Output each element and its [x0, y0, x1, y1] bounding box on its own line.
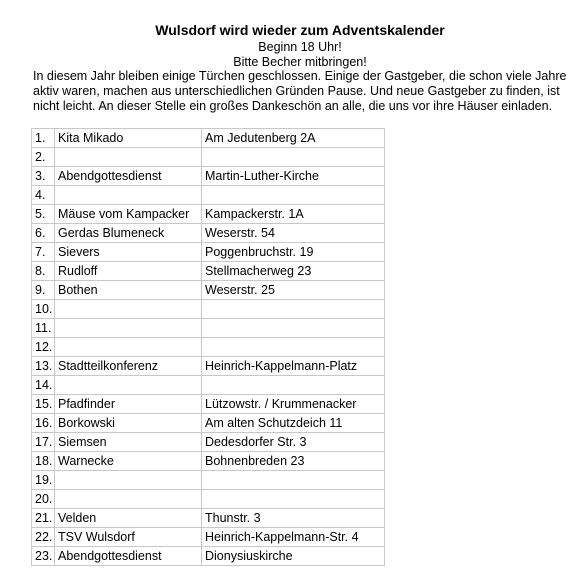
host-cell [55, 148, 202, 167]
location-cell [202, 300, 385, 319]
day-number-cell: 14. [32, 376, 55, 395]
host-cell: TSV Wulsdorf [55, 528, 202, 547]
day-number-cell: 5. [32, 205, 55, 224]
advent-calendar-body [32, 129, 385, 566]
location-cell: Heinrich-Kappelmann-Platz [202, 357, 385, 376]
day-number-cell: 20. [32, 490, 55, 509]
table-row [32, 528, 385, 547]
day-number-cell: 8. [32, 262, 55, 281]
table-row [32, 357, 385, 376]
day-number-cell: 11. [32, 319, 55, 338]
table-row [32, 205, 385, 224]
table-row [32, 281, 385, 300]
host-cell: Kita Mikado [55, 129, 202, 148]
table-row [32, 509, 385, 528]
day-number-cell: 16. [32, 414, 55, 433]
day-number-cell: 4. [32, 186, 55, 205]
host-cell: Warnecke [55, 452, 202, 471]
location-cell: Kampackerstr. 1A [202, 205, 385, 224]
day-number-cell: 7. [32, 243, 55, 262]
location-cell: Am alten Schutzdeich 11 [202, 414, 385, 433]
location-cell: Poggenbruchstr. 19 [202, 243, 385, 262]
host-cell: Stadtteilkonferenz [55, 357, 202, 376]
table-row [32, 395, 385, 414]
location-cell [202, 490, 385, 509]
day-number-cell: 22. [32, 528, 55, 547]
table-row [32, 376, 385, 395]
host-cell: Borkowski [55, 414, 202, 433]
table-row [32, 471, 385, 490]
host-cell [55, 300, 202, 319]
host-cell: Rudloff [55, 262, 202, 281]
location-cell [202, 319, 385, 338]
day-number-cell: 17. [32, 433, 55, 452]
location-cell: Lützowstr. / Krummenacker [202, 395, 385, 414]
location-cell [202, 148, 385, 167]
day-number-cell: 21. [32, 509, 55, 528]
table-row [32, 186, 385, 205]
location-cell: Weserstr. 25 [202, 281, 385, 300]
table-row [32, 338, 385, 357]
day-number-cell: 12. [32, 338, 55, 357]
host-cell: Pfadfinder [55, 395, 202, 414]
location-cell: Stellmacherweg 23 [202, 262, 385, 281]
day-number-cell: 23. [32, 547, 55, 566]
table-row [32, 224, 385, 243]
location-cell: Heinrich-Kappelmann-Str. 4 [202, 528, 385, 547]
location-cell: Bohnenbreden 23 [202, 452, 385, 471]
location-cell [202, 338, 385, 357]
host-cell: Mäuse vom Kampacker [55, 205, 202, 224]
table-row [32, 148, 385, 167]
table-row [32, 300, 385, 319]
host-cell: Bothen [55, 281, 202, 300]
document-title: Wulsdorf wird wieder zum Adventskalender [155, 22, 445, 38]
table-row [32, 490, 385, 509]
table-row [32, 319, 385, 338]
host-cell: Abendgottesdienst [55, 547, 202, 566]
day-number-cell: 3. [32, 167, 55, 186]
host-cell: Abendgottesdienst [55, 167, 202, 186]
table-row [32, 262, 385, 281]
day-number-cell: 10. [32, 300, 55, 319]
table-row [32, 129, 385, 148]
day-number-cell: 1. [32, 129, 55, 148]
day-number-cell: 18. [32, 452, 55, 471]
location-cell: Dionysiuskirche [202, 547, 385, 566]
location-cell: Weserstr. 54 [202, 224, 385, 243]
location-cell [202, 471, 385, 490]
location-cell: Thunstr. 3 [202, 509, 385, 528]
location-cell: Am Jedutenberg 2A [202, 129, 385, 148]
day-number-cell: 2. [32, 148, 55, 167]
host-cell: Siemsen [55, 433, 202, 452]
table-row [32, 167, 385, 186]
location-cell [202, 186, 385, 205]
day-number-cell: 15. [32, 395, 55, 414]
table-row [32, 452, 385, 471]
day-number-cell: 6. [32, 224, 55, 243]
advent-calendar-table [31, 128, 385, 566]
table-row [32, 547, 385, 566]
host-cell: Sievers [55, 243, 202, 262]
table-row [32, 243, 385, 262]
day-number-cell: 13. [32, 357, 55, 376]
host-cell [55, 490, 202, 509]
table-row [32, 414, 385, 433]
start-time-note: Beginn 18 Uhr! [258, 40, 342, 54]
host-cell [55, 376, 202, 395]
table-row [32, 433, 385, 452]
host-cell [55, 186, 202, 205]
location-cell [202, 376, 385, 395]
cup-note: Bitte Becher mitbringen! [233, 55, 367, 69]
day-number-cell: 9. [32, 281, 55, 300]
host-cell [55, 471, 202, 490]
day-number-cell: 19. [32, 471, 55, 490]
host-cell [55, 319, 202, 338]
location-cell: Martin-Luther-Kirche [202, 167, 385, 186]
host-cell [55, 338, 202, 357]
location-cell: Dedesdorfer Str. 3 [202, 433, 385, 452]
host-cell: Velden [55, 509, 202, 528]
host-cell: Gerdas Blumeneck [55, 224, 202, 243]
intro-paragraph: In diesem Jahr bleiben einige Türchen geschlossen. Einige der Gastgeber, die schon viele Jahre aktiv waren, machen aus unterschiedlichen Gründen Pause. Und neue Gastgeber zu finden, ist nicht leicht. An dieser Stelle ein großes Dankeschön an alle, die uns vor ihre Häuser einladen. [33, 69, 567, 113]
